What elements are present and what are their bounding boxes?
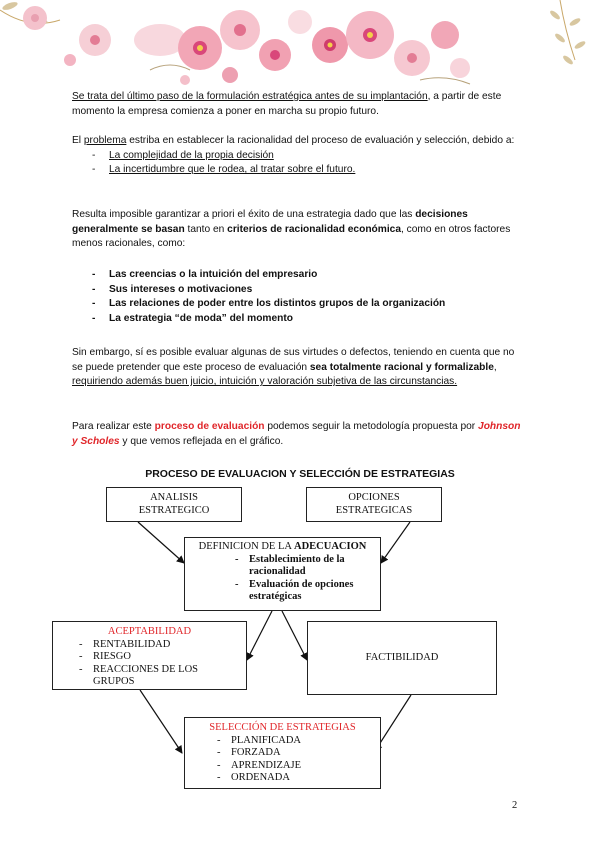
box-label: FACTIBILIDAD <box>365 651 439 663</box>
arrow-definicion-to-factibilidad <box>282 611 307 660</box>
box-factibilidad <box>307 621 497 695</box>
list-item: - Las creencias o la intuición del empresario <box>92 268 524 283</box>
problem-text-before: El <box>72 135 84 146</box>
text-segment: y que vemos reflejada en el gráfico. <box>119 435 284 447</box>
bold-segment: sea totalmente racional y formalizable <box>309 361 494 373</box>
paragraph-intro <box>72 90 524 119</box>
list-item: - FORZADA <box>213 747 374 760</box>
box-label: ESTRATEGICAS <box>335 504 413 516</box>
right-leaf-branch <box>549 0 587 66</box>
list-item: - ORDENADA <box>213 772 374 785</box>
box-seleccion-title: SELECCIÓN DE ESTRATEGIAS <box>209 722 356 733</box>
box-opciones-estrategicas <box>306 487 442 522</box>
text-segment: Sin embargo, sí es posible evaluar algunas de sus virtudes o defectos, teniendo en cuenta que no se puede pretender que este proceso de evaluación <box>72 347 515 373</box>
seleccion-list <box>191 735 374 785</box>
aceptabilidad-list <box>59 639 240 689</box>
problem-keyword: problema <box>83 135 127 146</box>
definicion-list <box>191 554 374 604</box>
list-item: - La complejidad de la propia decisión <box>92 149 524 164</box>
highlight-authors: Johnson y Scholes <box>72 421 521 447</box>
paragraph-evaluation <box>72 346 524 390</box>
highlight-evaluation-process: proceso de evaluación <box>154 421 265 432</box>
problem-text-after: estriba en establecer la racionalidad del proceso de evaluación y selección, debido a: <box>126 135 515 146</box>
list-item: - RIESGO <box>75 651 240 664</box>
box-analisis-estrategico <box>106 487 242 522</box>
box-definicion-title <box>191 541 374 554</box>
list-item: - APRENDIZAJE <box>213 760 374 773</box>
bold-segment: decisiones generalmente se basan <box>72 209 468 235</box>
underlined-segment: requiriendo además buen juicio, intuición y valoración subjetiva de las circunstancias. <box>72 376 458 387</box>
arrow-definicion-to-aceptabilidad <box>247 611 272 660</box>
arrow-aceptabilidad-to-seleccion <box>140 690 182 753</box>
paragraph-methodology <box>72 420 524 449</box>
box-label: OPCIONES <box>348 492 400 503</box>
list-item: - RENTABILIDAD <box>75 639 240 652</box>
list-item: - REACCIONES DE LOS GRUPOS <box>75 664 240 689</box>
list-item: - Las relaciones de poder entre los distintos grupos de la organización <box>92 297 524 312</box>
box-definicion-adecuacion <box>184 537 381 611</box>
arrow-opciones-to-definicion <box>381 522 410 563</box>
text-segment: tanto en <box>184 223 228 235</box>
problem-list <box>72 149 524 178</box>
arrow-analisis-to-definicion <box>138 522 184 563</box>
intro-underlined: Se trata del último paso de la formulación estratégica antes de su implantación <box>72 91 428 102</box>
bold-segment: ADECUACION <box>294 541 367 552</box>
text-segment: , <box>493 361 497 373</box>
list-item: - Establecimiento de la racionalidad <box>231 554 374 579</box>
box-label: ANALISIS <box>150 492 198 503</box>
text-segment: DEFINICION DE LA <box>198 541 295 552</box>
box-seleccion-estrategias <box>184 717 381 789</box>
box-aceptabilidad-title: ACEPTABILIDAD <box>107 626 192 637</box>
paragraph-impossible <box>72 208 524 252</box>
list-item: - La incertidumbre que le rodea, al tratar sobre el futuro. <box>92 163 524 178</box>
factors-list <box>72 268 524 326</box>
page-number: 2 <box>512 800 518 811</box>
text-segment: Resulta imposible garantizar a priori el éxito de una estrategia dado que las <box>72 209 416 220</box>
paragraph-problem <box>72 134 524 178</box>
box-label: ESTRATEGICO <box>138 504 210 516</box>
bold-segment: criterios de racionalidad económica <box>227 223 401 235</box>
text-segment: podemos seguir la metodología propuesta por <box>264 421 479 432</box>
list-item: - Evaluación de opciones estratégicas <box>231 579 374 604</box>
intro-rest: , a partir de este momento la empresa comienza a poner en marcha su propio futuro. <box>72 91 502 117</box>
list-item: - PLANIFICADA <box>213 735 374 748</box>
center-flower-cluster <box>134 10 470 85</box>
left-flower-cluster <box>0 0 111 66</box>
box-aceptabilidad <box>52 621 247 690</box>
diagram-title: PROCESO DE EVALUACION Y SELECCIÓN DE ESTRATEGIAS <box>145 468 455 480</box>
text-segment: Para realizar este <box>72 421 155 432</box>
text-segment: , como en otros factores menos racionales, como: <box>72 223 511 249</box>
factors-list-block <box>72 268 524 326</box>
list-item: - Sus intereses o motivaciones <box>92 283 524 298</box>
list-item: - La estrategia “de moda” del momento <box>92 312 524 327</box>
